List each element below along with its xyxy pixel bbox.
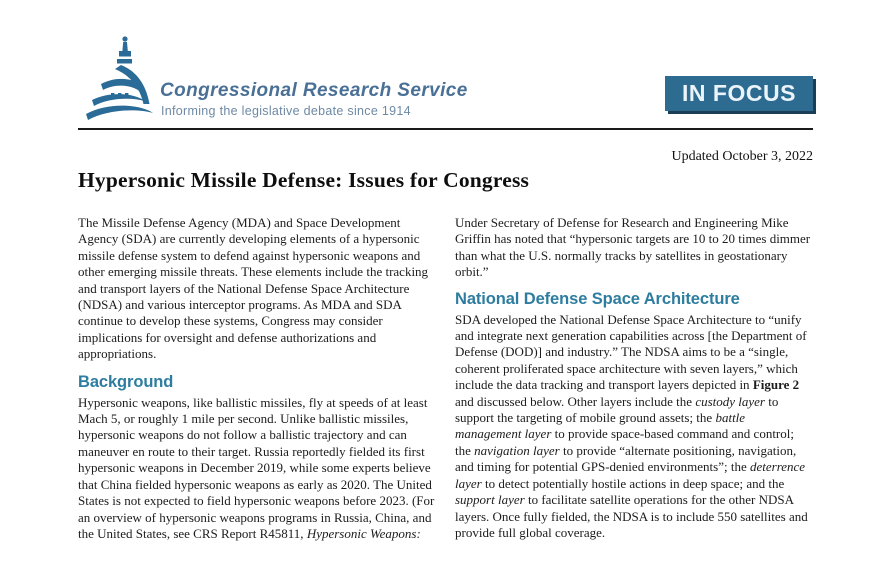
right-column (455, 215, 813, 541)
paragraph (455, 312, 813, 542)
text-segment: battle management layer (455, 410, 746, 442)
text-segment: to support the targeting of mobile ground assets; the (455, 393, 779, 426)
section-heading: Background (78, 372, 174, 391)
page-title: Hypersonic Missile Defense: Issues for Congress (78, 168, 530, 192)
org-tagline: Informing the legislative debate since 1914 (161, 104, 411, 118)
text-segment: navigation layer (474, 442, 560, 458)
text-segment: to provide space-based command and control; the (455, 426, 794, 458)
text-segment: SDA developed the National Defense Space Architecture to “unify and integrate next generation capabilities across [the Department of Defense (DOD)] and industry.” The NDSA aims to be a “single, coherent proliferated space architecture with seven layers,” which include the data tracking and transport layers depicted in (455, 311, 807, 393)
capitol-dome-icon (84, 34, 156, 126)
header-divider (78, 128, 813, 130)
paragraph (78, 215, 436, 363)
section-heading: National Defense Space Architecture (455, 289, 740, 308)
text-segment: custody layer (695, 393, 765, 409)
text-segment: The Missile Defense Agency (MDA) and Space Development Agency (SDA) are currently developing elements of a hypersonic missile defense system to defend against hypersonic weapons and other emerging missile threats. These elements include the tracking and transport layers of the National Defense Space Architecture (NDSA) and various interceptor programs. As MDA and SDA continue to develop these systems, Congress may consider implications for oversight and defense authorizations and appropriations. (78, 215, 429, 362)
org-name: Congressional Research Service (160, 80, 468, 101)
paragraph (455, 215, 813, 281)
left-column (78, 215, 436, 542)
updated-date: Updated October 3, 2022 (671, 149, 813, 164)
in-focus-badge: IN FOCUS (665, 76, 813, 111)
text-segment: deterrence layer (455, 459, 806, 491)
text-segment: to facilitate satellite operations for the other NDSA layers. Once fully fielded, the NDSA is to include 550 satellites and provide full global coverage. (455, 492, 808, 540)
text-segment: and discussed below. Other layers include the (455, 393, 696, 409)
paragraph (78, 395, 436, 543)
text-segment: Under Secretary of Defense for Research and Engineering Mike Griffin has noted that “hypersonic targets are 10 to 20 times dimmer than what the U.S. normally tracks by satellites in geostationary orbit.” (455, 215, 811, 280)
text-segment: Figure 2 (752, 377, 800, 393)
text-segment: to detect potentially hostile actions in deep space; and the (481, 475, 785, 491)
text-segment: Hypersonic Weapons: (306, 525, 421, 541)
text-segment: to provide “alternate positioning, navigation, and timing for potential GPS-denied environments”; the (455, 442, 797, 475)
text-segment: Hypersonic weapons, like ballistic missiles, fly at speeds of at least Mach 5, or roughly 1 mile per second. Unlike ballistic missiles, hypersonic weapons do not follow a ballistic trajectory and can maneuver en route to their target. Russia reportedly fielded its first hypersonic weapons in December 2019, while some experts believe that China fielded hypersonic weapons as early as 2020. The United States is not expected to field hypersonic weapons before 2023. (For an overview of hypersonic weapons programs in Russia, China, and the United States, see CRS Report R45811, (78, 394, 435, 541)
text-segment: support layer (455, 492, 525, 508)
